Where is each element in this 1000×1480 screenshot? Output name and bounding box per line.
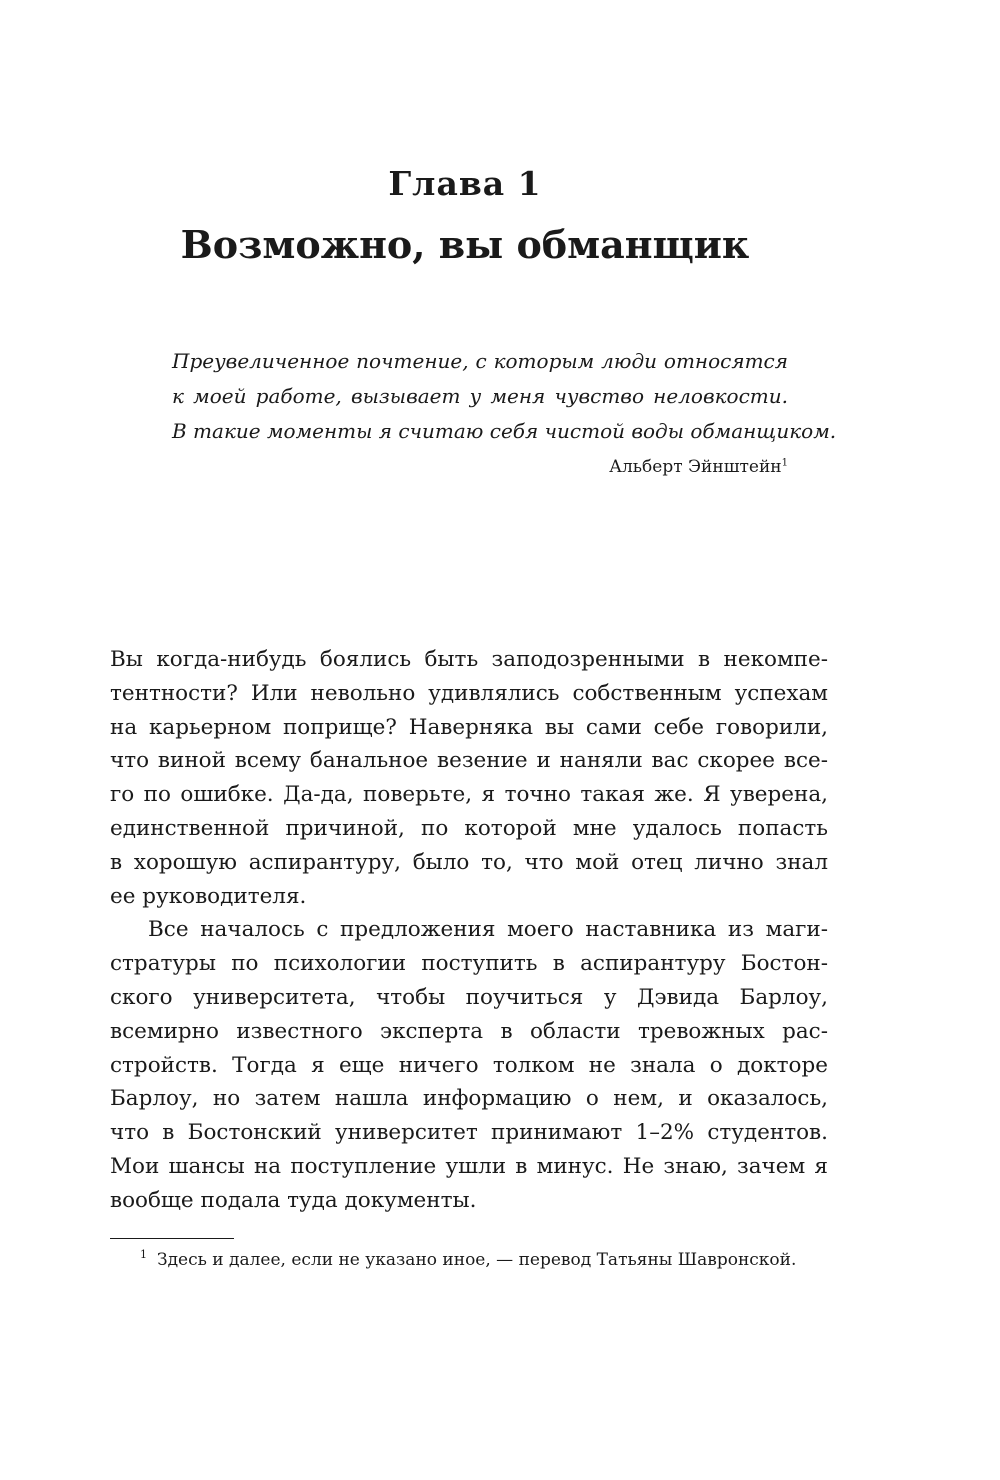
epigraph-author-name: Альберт Эйнштейн [609, 457, 782, 477]
epigraph-line: В такие моменты я считаю себя чистой воды обманщиком. [172, 419, 837, 443]
body-line: Все началось с предложения моего наставника из маги- [148, 917, 828, 943]
body-line: вообще подала туда документы. [110, 1187, 477, 1213]
epigraph [172, 344, 837, 449]
epigraph-line: к моей работе, вызывает у меня чувство неловкости. [172, 384, 788, 408]
body-line: тентности? Или невольно удивлялись собственным успехам [110, 680, 828, 706]
body-line: го по ошибке. Да-да, поверьте, я точно такая же. Я уверена, [110, 782, 828, 808]
body-line: стратуры по психологии поступить в аспирантуру Бостон- [110, 951, 828, 977]
body-text [110, 643, 828, 1218]
footnote-divider [110, 1238, 234, 1239]
body-line: что в Бостонский университет принимают 1–2% студентов. [110, 1120, 828, 1146]
epigraph-line: Преувеличенное почтение, с которым люди относятся [172, 349, 788, 373]
body-line: ского университета, чтобы поучиться у Дэвида Барлоу, [110, 984, 828, 1010]
body-line: в хорошую аспирантуру, было то, что мой отец лично знал [110, 849, 828, 875]
chapter-label: Глава 1 [388, 164, 542, 203]
footnote-text: Здесь и далее, если не указано иное, — перевод Татьяны Шавронской. [157, 1250, 797, 1270]
body-line: стройств. Тогда я еще ничего толком не знала о докторе [110, 1052, 828, 1078]
body-line: всемирно известного эксперта в области тревожных рас- [110, 1018, 828, 1044]
body-line: ее руководителя. [110, 883, 307, 909]
body-line: Барлоу, но затем нашла информацию о нем, и оказалось, [110, 1086, 828, 1112]
body-line: что виной всему банальное везение и наняли вас скорее все- [110, 748, 828, 774]
body-line: Вы когда-нибудь боялись быть заподозренными в некомпе- [110, 647, 828, 672]
body-line: единственной причиной, по которой мне удалось попасть [110, 815, 828, 841]
body-line: на карьерном поприще? Наверняка вы сами себе говорили, [110, 714, 828, 740]
footnote-reference: 1 [781, 457, 788, 469]
chapter-title: Возможно, вы обманщик [180, 222, 750, 267]
footnote-marker: 1 [140, 1248, 147, 1262]
body-line: Мои шансы на поступление ушли в минус. Не знаю, зачем я [110, 1153, 828, 1179]
epigraph-author [172, 452, 788, 482]
footnote [140, 1245, 840, 1275]
